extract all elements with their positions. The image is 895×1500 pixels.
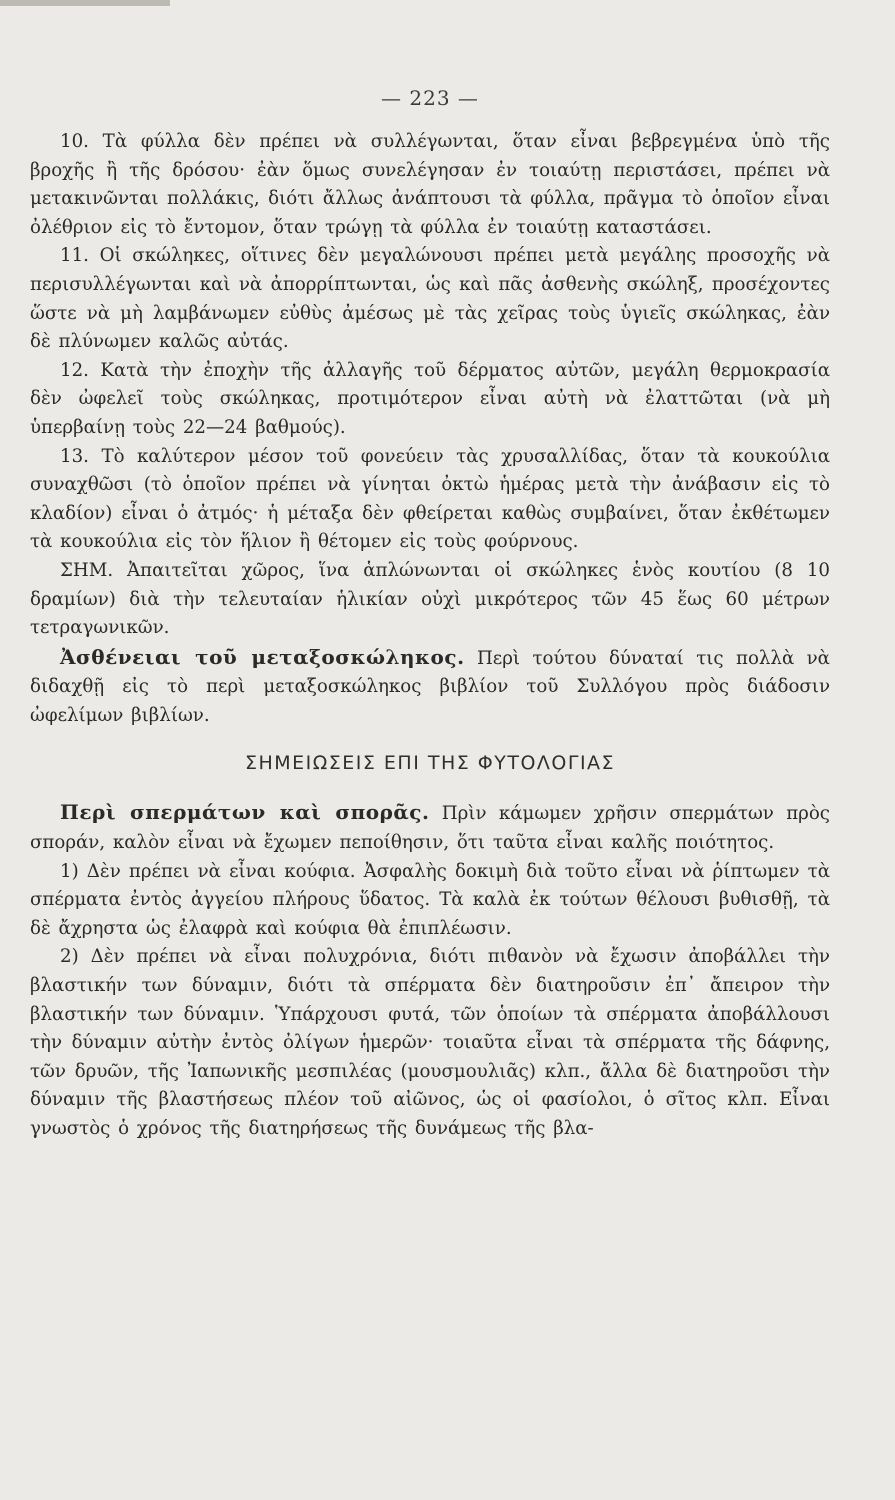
disease-lead: Ἀσθένειαι τοῦ μεταξοσκώληκος. (60, 644, 465, 669)
paragraph-12: 12. Κατὰ τὴν ἐποχὴν τῆς ἀλλαγῆς τοῦ δέρματος αὐτῶν, μεγάλη θερμοκρασία δὲν ὠφελεῖ τοὺς σκώληκας, προτιμότερον εἶναι αὐτὴ νὰ ἐλαττῶται (νὰ μὴ ὑπερβαίνῃ τοὺς 22—24 βαθμούς). (30, 359, 830, 438)
paragraph-11: 11. Οἱ σκώληκες, οἵτινες δὲν μεγαλώνουσι πρέπει μετὰ μεγάλης προσοχῆς νὰ περισυλλέγωνται καὶ νὰ ἀπορρίπτωνται, ὡς καὶ πᾶς ἀσθενὴς σκώληξ, προσέχοντες ὥστε νὰ μὴ λαμβάνωμεν εὐθὺς ἀμέσως μὲ τὰς χεῖρας τοὺς ὑγιεῖς σκώληκας, ἐὰν δὲ πλύνωμεν καλῶς αὐτάς. (30, 245, 830, 353)
seeds-text: Πρὶν κάμωμεν χρῆσιν σπερμάτων πρὸς σποράν, καλὸν εἶναι νὰ ἔχωμεν πεποίθησιν, ὅτι ταῦτα εἶναι καλῆς ποιότητος. (30, 803, 830, 854)
page-edge-strip (0, 0, 170, 6)
document-page (30, 80, 830, 1480)
disease-text: Περὶ τούτου δύναταί τις πολλὰ νὰ διδαχθῇ εἰς τὸ περὶ μεταξοσκώληκος βιβλίον τοῦ Συλλόγου πρὸς διάδοσιν ὠφελίμων βιβλίων. (30, 647, 830, 726)
seed-rule-1: 1) Δὲν πρέπει νὰ εἶναι κούφια. Ἀσφαλὴς δοκιμὴ διὰ τοῦτο εἶναι νὰ ῥίπτωμεν τὰ σπέρματα ἐντὸς ἀγγείου πλήρους ὕδατος. Τὰ καλὰ ἐκ τούτων θέλουσι βυθισθῇ, τὰ δὲ ἄχρηστα ὡς ἐλαφρὰ καὶ κούφια θὰ ἐπιπλέωσιν. (30, 860, 830, 939)
paragraph-10: 10. Τὰ φύλλα δὲν πρέπει νὰ συλλέγωνται, ὅταν εἶναι βεβρεγμένα ὑπὸ τῆς βροχῆς ἢ τῆς δρόσου· ἐὰν ὅμως συνελέγησαν ἐν τοιαύτῃ περιστάσει, πρέπει νὰ μετακινῶνται πολλάκις, διότι ἄλλως ἀνάπτουσι τὰ φύλλα, πρᾶγμα τὸ ὁποῖον εἶναι ὀλέθριον εἰς τὸ ἔντομον, ὅταν τρώγῃ τὰ φύλλα ἐν τοιαύτῃ καταστάσει. (30, 131, 830, 238)
section-heading: ΣΗΜΕΙΩΣΕΙΣ ΕΠΙ ΤΗΣ ΦΥΤΟΛΟΓΙΑΣ (244, 752, 616, 775)
seeds-lead: Περὶ σπερμάτων καὶ σπορᾶς. (60, 800, 430, 825)
page-number: — 223 — (381, 86, 479, 110)
seed-rule-2: 2) Δὲν πρέπει νὰ εἶναι πολυχρόνια, διότι πιθανὸν νὰ ἔχωσιν ἀποβάλλει τὴν βλαστικήν των δύναμιν, διότι τὰ σπέρματα δὲν διατηροῦσιν ἐπ᾽ ἄπειρον τὴν βλαστικήν των δύναμιν. Ὑπάρχουσι φυτά, τῶν ὁποίων τὰ σπέρματα ἀποβάλλουσι τὴν δύναμιν αὐτὴν ἐντὸς ὀλίγων ἡμερῶν· τοιαῦτα εἶναι τὰ σπέρματα τῆς δάφνης, τῶν δρυῶν, τῆς Ἰαπωνικῆς μεσπιλέας (μουσμουλιᾶς) κλπ., ἄλλα δὲ διατηροῦσι τὴν δύναμιν τῆς βλαστήσεως πλέον τοῦ αἰῶνος, ὡς οἱ φασίολοι, ὁ σῖτος κλπ. Εἶναι γνωστὸς ὁ χρόνος τῆς διατηρήσεως τῆς δυνάμεως τῆς βλα- (30, 946, 830, 1139)
paragraph-13: 13. Τὸ καλύτερον μέσον τοῦ φονεύειν τὰς χρυσαλλίδας, ὅταν τὰ κουκούλια συναχθῶσι (τὸ ὁποῖον πρέπει νὰ γίνηται ὀκτὼ ἡμέρας μετὰ τὴν ἀνάβασιν εἰς τὸ κλαδίον) εἶναι ὁ ἀτμός· ἡ μέταξα δὲν φθείρεται καθὼς συμβαίνει, ὅταν ἐκθέτωμεν τὰ κουκούλια εἰς τὸν ἥλιον ἢ θέτομεν εἰς τοὺς φούρνους. (30, 445, 830, 553)
seeds-paragraph (30, 798, 830, 857)
note-paragraph: ΣΗΜ. Ἀπαιτεῖται χῶρος, ἵνα ἁπλώνωνται οἱ σκώληκες ἑνὸς κουτίου (8 10 δραμίων) διὰ τὴν τελευταίαν ἡλικίαν οὐχὶ μικρότερος τῶν 45 ἕως 60 μέτρων τετραγωνικῶν. (30, 559, 830, 639)
disease-paragraph (30, 643, 830, 731)
